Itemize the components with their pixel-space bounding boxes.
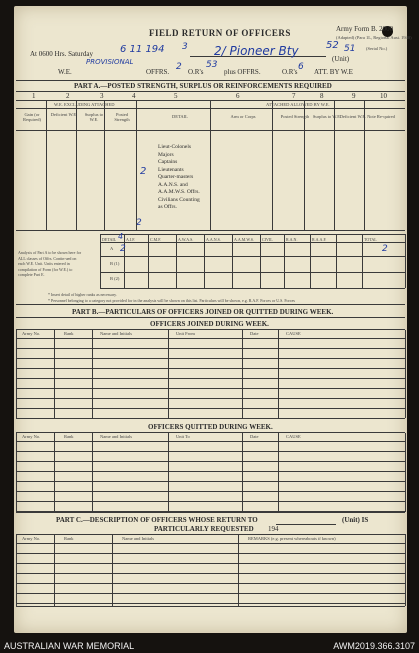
grid-line	[16, 553, 405, 554]
column-header: Rank	[64, 536, 74, 541]
column-number: 5	[174, 92, 178, 100]
part-c-title-2: PARTICULARLY REQUESTED	[154, 525, 254, 533]
column-number: 2	[66, 92, 70, 100]
grid-line	[92, 330, 93, 418]
column-header: Posted Strength	[280, 114, 310, 119]
hand-offrs: 2	[176, 62, 182, 72]
grid-line	[16, 603, 405, 604]
rank-label: Majors	[158, 151, 174, 158]
column-header: Surplus to W.E.	[84, 112, 104, 122]
we-label: W.E.	[58, 68, 72, 76]
column-header: Surplus to W.E.	[312, 114, 342, 119]
rank-label: A.A.M.W.S. Offrs.	[158, 189, 200, 195]
column-header: Army No.	[22, 536, 41, 541]
analysis-row-label: B (2)	[110, 276, 120, 281]
serial-label: (Serial No.)	[366, 46, 388, 51]
quitted-title: OFFICERS QUITTED DURING WEEK.	[148, 423, 273, 431]
grid-line	[16, 368, 405, 369]
column-number: 1	[32, 92, 36, 100]
column-header: Unit To	[176, 434, 190, 439]
ors-label: O.R's	[188, 68, 204, 76]
grid-line	[16, 338, 405, 339]
hand-serial: 52	[326, 40, 339, 51]
hand-ors: 53	[206, 60, 218, 70]
hand-plus: 6	[298, 62, 304, 72]
grid-line	[16, 388, 405, 389]
column-header: Posted Strength	[114, 112, 130, 122]
part-b-title: PART B.—PARTICULARS OF OFFICERS JOINED OR QUITTED DURING WEEK.	[72, 308, 334, 316]
rank-label: Lieutenants	[158, 166, 184, 173]
unit-label: (Unit)	[332, 55, 350, 63]
column-header: Deficient W.E.	[50, 112, 78, 117]
grid-line	[16, 358, 405, 359]
column-number: 10	[380, 92, 387, 100]
grid-line	[210, 100, 211, 230]
grid-line	[136, 100, 137, 230]
footer-right: AWM2019.366.3107	[333, 641, 415, 651]
column-number: 3	[100, 92, 104, 100]
column-header: Deficient W.E.	[339, 114, 367, 119]
ors-label-2: O.R's	[282, 68, 298, 76]
grid-line	[16, 408, 405, 409]
analysis-col-header: DETAIL	[102, 237, 117, 242]
grid-line	[16, 534, 17, 606]
grid-line	[16, 108, 210, 109]
column-number: 4	[132, 92, 136, 100]
grid-line	[16, 471, 405, 472]
grid-line	[16, 398, 405, 399]
hand-detail: 4	[118, 232, 124, 241]
grid-line	[100, 242, 405, 243]
grid-line	[405, 433, 406, 512]
grid-line	[16, 481, 405, 482]
rank-label: Civilians Counting	[158, 196, 200, 203]
hand-a1: 2	[120, 244, 126, 254]
column-header: Date	[250, 331, 259, 336]
part-c-title-1: PART C.—DESCRIPTION OF OFFICERS WHOSE RETURN TO	[56, 516, 258, 524]
grid-line	[16, 563, 405, 564]
hand-total: 2	[136, 218, 142, 228]
grid-line	[76, 100, 77, 230]
hand-date-suffix: 3	[182, 42, 188, 52]
part-c-year: 194	[268, 525, 279, 533]
grid-line	[210, 108, 405, 109]
grid-line	[16, 348, 405, 349]
analysis-col-header: R.A.A.F.	[312, 237, 327, 242]
rank-label: Captains	[158, 159, 178, 165]
column-header: CAUSE	[286, 434, 301, 439]
column-header: Rank	[64, 434, 74, 439]
column-number: 8	[320, 92, 324, 100]
analysis-col-header: TOTAL	[364, 237, 377, 242]
grid-line	[16, 441, 405, 442]
attached-label: ATTACHED ALLOWED BY W.E.	[266, 102, 330, 107]
analysis-col-header: R.A.N.	[286, 237, 298, 242]
joined-title: OFFICERS JOINED DURING WEEK.	[150, 320, 269, 328]
we-excluding-label: W.E. EXCLUDING ATTACHED	[54, 102, 115, 107]
column-header: Note Re-quired	[367, 114, 395, 119]
grid-line	[16, 491, 405, 492]
analysis-col-header: A.I.F.	[126, 237, 136, 242]
grid-line	[16, 593, 405, 594]
grid-line	[168, 330, 169, 418]
footer-left: AUSTRALIAN WAR MEMORIAL	[4, 641, 135, 651]
column-header: Army No.	[22, 434, 41, 439]
footnote-2: * Personnel belonging to a category not provided for in the analysis will be shown on this list. Particulars will be shown, e.g. R.A.F. Forces or U.S. Forces	[48, 298, 295, 303]
form-number: Army Form B. 2000	[336, 25, 394, 33]
analysis-note: Analysis of Part A to be shown here for ALL classes of Offrs. Contin-ued on each W.E. Unit. Units entered in compilation of Form (for W.E.) to complete Part E.	[18, 250, 82, 277]
grid-line	[278, 330, 279, 418]
column-header: REMARKS (e.g. present whereabouts if known)	[248, 536, 336, 541]
detail-header: DETAIL	[172, 114, 188, 119]
grid-line	[100, 288, 405, 289]
grid-line	[16, 451, 405, 452]
column-header: Name and Initials	[100, 331, 132, 336]
rank-label: as Offrs.	[158, 204, 177, 210]
hand-serial-2: 51	[344, 44, 356, 54]
att-label: ATT. BY W.E	[314, 68, 353, 76]
form-paper	[14, 6, 412, 633]
rank-label: Lieut-Colonels	[158, 144, 191, 150]
grid-line	[16, 501, 405, 502]
hand-a-total: 2	[382, 244, 388, 254]
analysis-col-header: CIVIL	[262, 237, 273, 242]
grid-line	[16, 543, 405, 544]
column-number: 6	[236, 92, 240, 100]
grid-line	[242, 330, 243, 418]
offrs-label: OFFRS.	[146, 68, 170, 76]
grid-line	[16, 583, 405, 584]
part-a-title: PART A.—POSTED STRENGTH, SURPLUS OR REINFORCEMENTS REQUIRED	[74, 82, 332, 90]
form-title: FIELD RETURN OF OFFICERS	[149, 28, 291, 38]
form-note: (Adapted) (Para 1L, Regional Aust. 1940)	[336, 35, 412, 40]
column-header: Army No.	[22, 331, 41, 336]
footnote-1: * Insert detail of higher ranks as necessary.	[48, 292, 117, 297]
plus-offrs-label: plus OFFRS.	[224, 68, 261, 76]
grid-line	[272, 100, 273, 230]
analysis-col-header: A.W.A.S.	[178, 237, 194, 242]
grid-line	[100, 256, 405, 257]
hand-posted: 2	[140, 166, 147, 177]
grid-line	[54, 534, 55, 606]
column-header: Date	[250, 434, 259, 439]
analysis-col-header: A.A.N.S.	[206, 237, 221, 242]
column-number: 9	[352, 92, 356, 100]
grid-line	[405, 234, 406, 288]
analysis-col-header: C.M.F.	[150, 237, 162, 242]
column-header: Unit From	[176, 331, 195, 336]
grid-line	[100, 234, 405, 235]
grid-line	[405, 534, 406, 606]
grid-line	[16, 461, 405, 462]
grid-line	[16, 330, 17, 418]
column-header: Arm or Corps	[230, 114, 256, 119]
grid-line	[100, 272, 405, 273]
at-hours-label: At 0600 Hrs. Saturday	[30, 50, 93, 58]
column-header: Name and Initials	[122, 536, 154, 541]
grid-line	[104, 100, 105, 230]
grid-line	[112, 534, 113, 606]
grid-line	[16, 378, 405, 379]
grid-line	[364, 100, 365, 230]
column-header: Name and Initials	[100, 434, 132, 439]
grid-line	[54, 330, 55, 418]
rank-label: A.A.N.S. and	[158, 181, 188, 188]
column-header: Gain (or Required)	[23, 112, 41, 122]
grid-line	[304, 100, 305, 230]
grid-line	[46, 100, 47, 230]
rank-label: Quarter-masters	[158, 174, 194, 180]
grid-line	[405, 330, 406, 418]
grid-line	[238, 534, 239, 606]
column-header: Rank	[64, 331, 74, 336]
analysis-row-label: A	[110, 246, 114, 251]
grid-line	[334, 100, 335, 230]
hand-we: PROVISIONAL	[86, 58, 134, 66]
hand-date: 6 11 194	[120, 44, 165, 55]
analysis-col-header: A.A.M.W.S.	[234, 237, 254, 242]
column-header: CAUSE	[286, 331, 301, 336]
hand-unit: 2/ Pioneer Bty	[214, 44, 299, 58]
column-number: 7	[292, 92, 296, 100]
grid-line	[16, 573, 405, 574]
part-c-unit-is: (Unit) IS	[342, 516, 369, 524]
analysis-row-label: B (1)	[110, 261, 120, 266]
